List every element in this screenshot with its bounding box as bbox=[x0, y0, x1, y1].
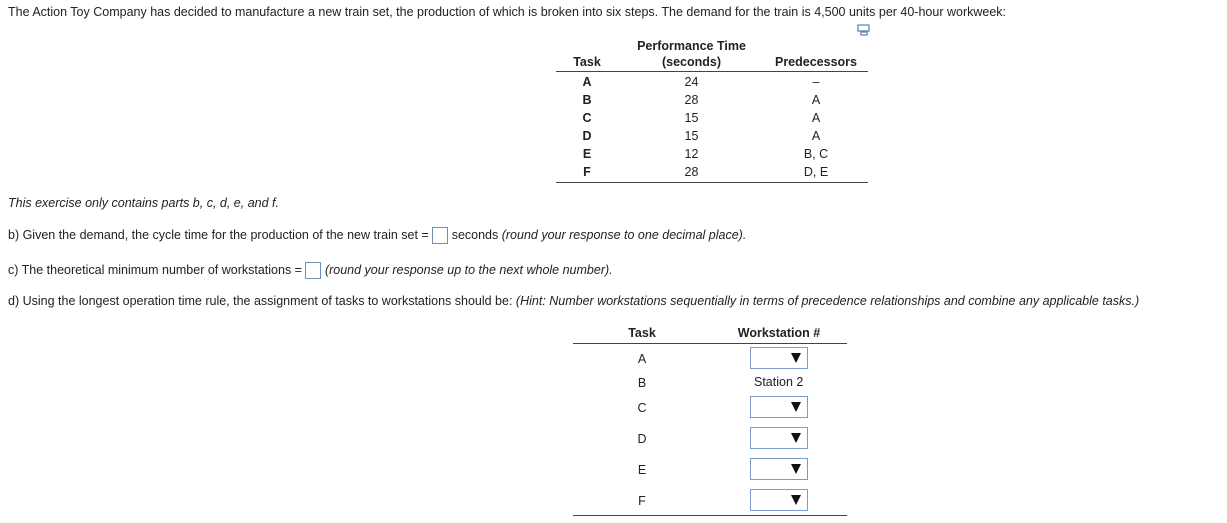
part-c-hint: (round your response up to the next whole number). bbox=[324, 262, 613, 277]
workstation-select-d[interactable] bbox=[750, 427, 808, 449]
part-d-question bbox=[8, 294, 1139, 308]
row-f-pred: D, E bbox=[803, 165, 829, 179]
header-workstation: Workstation # bbox=[737, 326, 821, 340]
part-c-prefix: c) The theoretical minimum number of workstations = bbox=[8, 262, 302, 277]
workstation-select-a[interactable] bbox=[750, 347, 808, 369]
part-b-prefix: b) Given the demand, the cycle time for the production of the new train set = bbox=[8, 227, 429, 242]
part-b-hint: (round your response to one decimal place). bbox=[501, 227, 747, 242]
row-d-time: 15 bbox=[684, 129, 699, 143]
row-c-time: 15 bbox=[684, 111, 699, 125]
row-d-task: D bbox=[582, 129, 592, 143]
row-e-task: E bbox=[582, 147, 592, 161]
assign-row-f-task: F bbox=[638, 494, 646, 508]
min-workstations-input[interactable] bbox=[305, 262, 321, 279]
exercise-note: This exercise only contains parts b, c, d, e, and f. bbox=[8, 196, 279, 210]
row-d-pred: A bbox=[811, 129, 821, 143]
assign-row-d-task: D bbox=[637, 432, 647, 446]
dropdown-arrow-icon bbox=[791, 433, 801, 443]
cycle-time-input[interactable] bbox=[432, 227, 448, 244]
row-e-pred: B, C bbox=[803, 147, 829, 161]
header-divider bbox=[573, 343, 847, 344]
row-f-task: F bbox=[583, 165, 591, 179]
row-b-task: B bbox=[582, 93, 592, 107]
table-bottom-rule bbox=[573, 515, 847, 516]
part-c-question bbox=[8, 262, 613, 279]
row-b-pred: A bbox=[811, 93, 821, 107]
assign-row-b-station: Station 2 bbox=[754, 375, 804, 389]
row-a-task: A bbox=[582, 75, 592, 89]
dropdown-arrow-icon bbox=[791, 464, 801, 474]
header-seconds: (seconds) bbox=[661, 55, 722, 69]
assign-row-a-task: A bbox=[637, 352, 647, 366]
header-task: Task bbox=[628, 326, 656, 340]
header-performance-time: Performance Time bbox=[637, 39, 746, 53]
dropdown-arrow-icon bbox=[791, 353, 801, 363]
header-predecessors: Predecessors bbox=[774, 55, 857, 69]
row-a-pred: – bbox=[812, 75, 820, 89]
part-b-unit: seconds bbox=[451, 227, 499, 242]
assign-row-b-task: B bbox=[637, 376, 647, 390]
workstation-select-e[interactable] bbox=[750, 458, 808, 480]
dropdown-arrow-icon bbox=[791, 495, 801, 505]
assign-row-e-task: E bbox=[637, 463, 647, 477]
workstation-select-f[interactable] bbox=[750, 489, 808, 511]
assign-row-c-task: C bbox=[637, 401, 647, 415]
row-b-time: 28 bbox=[684, 93, 699, 107]
row-a-time: 24 bbox=[684, 75, 699, 89]
row-f-time: 28 bbox=[684, 165, 699, 179]
part-b-question bbox=[8, 227, 746, 244]
workstation-select-c[interactable] bbox=[750, 396, 808, 418]
header-divider bbox=[556, 71, 868, 72]
table-bottom-rule bbox=[556, 182, 868, 183]
part-d-hint: (Hint: Number workstations sequentially in terms of precedence relationships and combine any applicable tasks.) bbox=[515, 294, 1140, 308]
workstation-assignment-table bbox=[573, 324, 847, 519]
row-c-task: C bbox=[582, 111, 592, 125]
problem-intro: The Action Toy Company has decided to manufacture a new train set, the production of which is broken into six steps. The demand for the train is 4,500 units per 40-hour workweek: bbox=[8, 5, 1007, 19]
row-e-time: 12 bbox=[684, 147, 699, 161]
copy-to-clipboard-icon[interactable] bbox=[857, 24, 871, 36]
part-d-prefix: d) Using the longest operation time rule, the assignment of tasks to workstations should be: bbox=[8, 294, 513, 308]
dropdown-arrow-icon bbox=[791, 402, 801, 412]
header-task: Task bbox=[573, 55, 601, 69]
row-c-pred: A bbox=[811, 111, 821, 125]
